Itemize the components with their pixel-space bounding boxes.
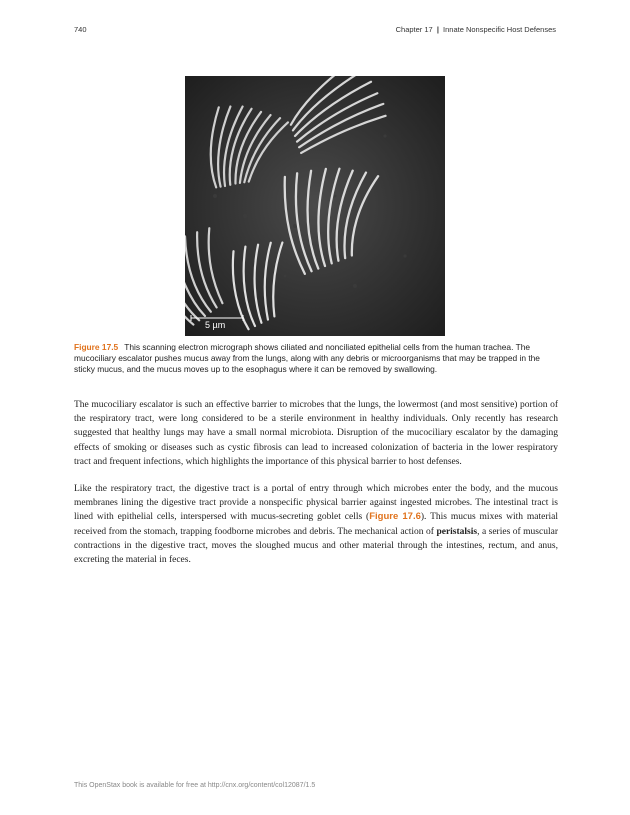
paragraph-2 (74, 482, 558, 567)
chapter-title: Innate Nonspecific Host Defenses (443, 25, 556, 34)
figure-caption (74, 342, 558, 376)
key-term-peristalsis: peristalsis (436, 526, 478, 537)
paragraph-1: The mucociliary escalator is such an effective barrier to microbes that the lungs, the lowermost (and most sensitive) portion of the respiratory tract, were long considered to be a sterile environment in healthy individuals. Only recently has research suggested that healthy lungs may have a small normal microbiota. Disruption of the mucociliary escalator by the damaging effects of smoking or diseases such as cystic fibrosis can lead to increased colonization of bacteria in the lower respiratory tract and frequent infections, which highlights the importance of this physical barrier to host defenses. (74, 400, 558, 467)
caption-text: This scanning electron micrograph shows ciliated and nonciliated epithelial cells from the human trachea. The mucociliary escalator pushes mucus away from the lungs, along with any debris or microorganisms that may be trapped in the sticky mucus, and the mucus moves up to the esophagus where it can be removed by swallowing. (74, 342, 540, 375)
paragraph-2-text-c: , a series of muscular contractions in the digestive tract, moves the sloughed mucus and other material through the intestines, rectum, and anus, excreting the material in feces. (74, 526, 558, 566)
page-number: 740 (74, 25, 87, 34)
chapter-number: Chapter 17 (395, 25, 433, 34)
header-separator: | (436, 25, 439, 34)
page-footer: This OpenStax book is available for free at http://cnx.org/content/col12087/1.5 (74, 782, 316, 789)
sem-micrograph (185, 76, 445, 336)
scale-bar-label: 5 µm (205, 320, 226, 330)
paragraph-2-text-b: ). This mucus mixes with material received from the stomach, trapping foodborne microbes and debris. The mechanical action of (74, 512, 558, 537)
figure-label: Figure 17.5 (74, 342, 119, 352)
figure-17-6-link[interactable]: Figure 17.6 (369, 511, 421, 523)
paragraph-2-text-a: Like the respiratory tract, the digestive tract is a portal of entry through which microbes enter the body, and the mucous membranes lining the digestive tract provide a nonspecific physical barrier against ingested microbes. The intestinal tract is lined with epithelial cells, interspersed with mucus-secreting goblet cells ( (74, 484, 558, 523)
micrograph-image (185, 76, 445, 336)
running-header (396, 25, 556, 34)
